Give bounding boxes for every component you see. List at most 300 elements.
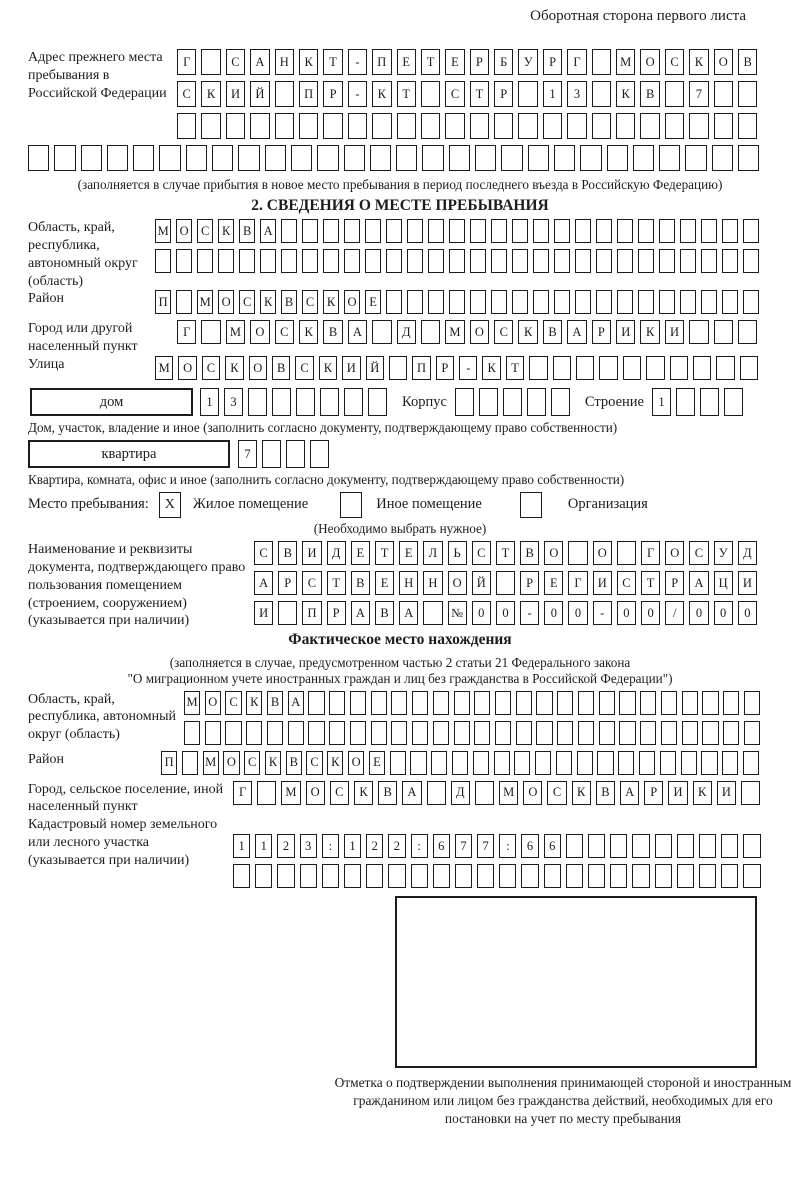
char-cell[interactable]: [617, 541, 636, 565]
char-cell[interactable]: Р: [278, 571, 297, 595]
char-cell[interactable]: В: [239, 219, 255, 243]
char-cell[interactable]: [365, 249, 381, 273]
char-cell[interactable]: И: [593, 571, 612, 595]
char-cell[interactable]: А: [620, 781, 639, 805]
char-cell[interactable]: 3: [224, 388, 243, 416]
char-cell[interactable]: [308, 721, 324, 745]
char-cell[interactable]: [470, 219, 486, 243]
char-cell[interactable]: А: [260, 219, 276, 243]
char-cell[interactable]: [54, 145, 75, 171]
char-cell[interactable]: 7: [238, 440, 257, 468]
char-cell[interactable]: Т: [506, 356, 524, 380]
char-cell[interactable]: [428, 219, 444, 243]
char-cell[interactable]: [182, 751, 198, 775]
char-cell[interactable]: [275, 113, 294, 139]
char-cell[interactable]: М: [197, 290, 213, 314]
char-cell[interactable]: [655, 834, 672, 858]
char-cell[interactable]: Р: [644, 781, 663, 805]
char-cell[interactable]: [702, 721, 718, 745]
char-cell[interactable]: [743, 834, 760, 858]
char-cell[interactable]: О: [250, 320, 269, 344]
char-cell[interactable]: [528, 145, 549, 171]
char-cell[interactable]: 2: [366, 834, 383, 858]
char-cell[interactable]: В: [286, 751, 302, 775]
char-cell[interactable]: 1: [233, 834, 250, 858]
char-cell[interactable]: [638, 290, 654, 314]
char-cell[interactable]: :: [499, 834, 516, 858]
char-cell[interactable]: Т: [641, 571, 660, 595]
char-cell[interactable]: [81, 145, 102, 171]
char-cell[interactable]: [433, 864, 450, 888]
char-cell[interactable]: К: [201, 81, 220, 107]
char-cell[interactable]: Т: [496, 541, 515, 565]
char-cell[interactable]: С: [689, 541, 708, 565]
char-cell[interactable]: 7: [477, 834, 494, 858]
char-cell[interactable]: [329, 721, 345, 745]
char-cell[interactable]: 3: [300, 834, 317, 858]
char-cell[interactable]: М: [281, 781, 300, 805]
char-cell[interactable]: 2: [277, 834, 294, 858]
char-cell[interactable]: -: [593, 601, 612, 625]
char-cell[interactable]: [257, 781, 276, 805]
char-cell[interactable]: [365, 219, 381, 243]
char-cell[interactable]: [665, 81, 684, 107]
char-cell[interactable]: К: [260, 290, 276, 314]
char-cell[interactable]: Г: [567, 49, 586, 75]
char-cell[interactable]: [201, 320, 220, 344]
char-cell[interactable]: [576, 356, 594, 380]
char-cell[interactable]: [676, 388, 695, 416]
char-cell[interactable]: А: [399, 601, 418, 625]
char-cell[interactable]: [454, 721, 470, 745]
char-cell[interactable]: [277, 864, 294, 888]
char-cell[interactable]: 7: [455, 834, 472, 858]
char-cell[interactable]: [186, 145, 207, 171]
char-cell[interactable]: Й: [472, 571, 491, 595]
char-cell[interactable]: О: [665, 541, 684, 565]
char-cell[interactable]: 0: [617, 601, 636, 625]
char-cell[interactable]: 7: [689, 81, 708, 107]
char-cell[interactable]: [701, 751, 717, 775]
char-cell[interactable]: [659, 290, 675, 314]
char-cell[interactable]: -: [520, 601, 539, 625]
char-cell[interactable]: [738, 113, 757, 139]
char-cell[interactable]: [323, 219, 339, 243]
char-cell[interactable]: [577, 751, 593, 775]
char-cell[interactable]: [428, 290, 444, 314]
char-cell[interactable]: [655, 864, 672, 888]
char-cell[interactable]: [470, 113, 489, 139]
char-cell[interactable]: Е: [375, 571, 394, 595]
char-cell[interactable]: [646, 356, 664, 380]
char-cell[interactable]: [197, 249, 213, 273]
char-cell[interactable]: В: [351, 571, 370, 595]
char-cell[interactable]: Р: [543, 49, 562, 75]
char-cell[interactable]: :: [322, 834, 339, 858]
char-cell[interactable]: [281, 249, 297, 273]
char-cell[interactable]: А: [351, 601, 370, 625]
char-cell[interactable]: [348, 113, 367, 139]
char-cell[interactable]: [724, 388, 743, 416]
char-cell[interactable]: Г: [568, 571, 587, 595]
char-cell[interactable]: С: [302, 571, 321, 595]
char-cell[interactable]: О: [593, 541, 612, 565]
char-cell[interactable]: [246, 721, 262, 745]
char-cell[interactable]: С: [547, 781, 566, 805]
char-cell[interactable]: 0: [738, 601, 757, 625]
char-cell[interactable]: М: [445, 320, 464, 344]
char-cell[interactable]: [702, 691, 718, 715]
char-cell[interactable]: [596, 219, 612, 243]
char-cell[interactable]: [275, 81, 294, 107]
char-cell[interactable]: [107, 145, 128, 171]
char-cell[interactable]: [701, 219, 717, 243]
char-cell[interactable]: [738, 320, 757, 344]
char-cell[interactable]: [535, 751, 551, 775]
char-cell[interactable]: [421, 320, 440, 344]
char-cell[interactable]: В: [278, 541, 297, 565]
char-cell[interactable]: П: [302, 601, 321, 625]
char-cell[interactable]: [372, 320, 391, 344]
char-cell[interactable]: [661, 691, 677, 715]
char-cell[interactable]: М: [499, 781, 518, 805]
char-cell[interactable]: [551, 388, 570, 416]
char-cell[interactable]: [741, 781, 760, 805]
char-cell[interactable]: [372, 113, 391, 139]
char-cell[interactable]: 2: [388, 834, 405, 858]
char-cell[interactable]: О: [448, 571, 467, 595]
char-cell[interactable]: М: [616, 49, 635, 75]
char-cell[interactable]: Д: [397, 320, 416, 344]
char-cell[interactable]: Й: [366, 356, 384, 380]
char-cell[interactable]: [659, 249, 675, 273]
char-cell[interactable]: [575, 249, 591, 273]
char-cell[interactable]: [623, 356, 641, 380]
char-cell[interactable]: М: [226, 320, 245, 344]
char-cell[interactable]: 3: [567, 81, 586, 107]
char-cell[interactable]: С: [494, 320, 513, 344]
checkbox-organization[interactable]: [520, 492, 542, 518]
char-cell[interactable]: Р: [436, 356, 454, 380]
char-cell[interactable]: Е: [369, 751, 385, 775]
char-cell[interactable]: 1: [200, 388, 219, 416]
char-cell[interactable]: [322, 864, 339, 888]
char-cell[interactable]: С: [665, 49, 684, 75]
char-cell[interactable]: [423, 601, 442, 625]
char-cell[interactable]: [670, 356, 688, 380]
char-cell[interactable]: О: [205, 691, 221, 715]
char-cell[interactable]: 6: [433, 834, 450, 858]
char-cell[interactable]: [495, 721, 511, 745]
char-cell[interactable]: Й: [250, 81, 269, 107]
char-cell[interactable]: [617, 249, 633, 273]
char-cell[interactable]: [449, 219, 465, 243]
char-cell[interactable]: [449, 290, 465, 314]
char-cell[interactable]: 6: [544, 834, 561, 858]
char-cell[interactable]: [743, 219, 759, 243]
char-cell[interactable]: [599, 691, 615, 715]
char-cell[interactable]: [433, 721, 449, 745]
char-cell[interactable]: [501, 145, 522, 171]
char-cell[interactable]: [299, 113, 318, 139]
char-cell[interactable]: [391, 691, 407, 715]
char-cell[interactable]: [632, 864, 649, 888]
char-cell[interactable]: [344, 864, 361, 888]
char-cell[interactable]: [267, 721, 283, 745]
char-cell[interactable]: Т: [421, 49, 440, 75]
char-cell[interactable]: С: [225, 691, 241, 715]
char-cell[interactable]: [410, 751, 426, 775]
char-cell[interactable]: [491, 219, 507, 243]
char-cell[interactable]: [323, 113, 342, 139]
char-cell[interactable]: [543, 113, 562, 139]
char-cell[interactable]: [411, 864, 428, 888]
char-cell[interactable]: [743, 249, 759, 273]
char-cell[interactable]: [431, 751, 447, 775]
char-cell[interactable]: [596, 290, 612, 314]
char-cell[interactable]: [389, 356, 407, 380]
char-cell[interactable]: [491, 290, 507, 314]
char-cell[interactable]: [473, 751, 489, 775]
char-cell[interactable]: П: [412, 356, 430, 380]
char-cell[interactable]: [503, 388, 522, 416]
char-cell[interactable]: О: [223, 751, 239, 775]
char-cell[interactable]: [388, 864, 405, 888]
char-cell[interactable]: О: [523, 781, 542, 805]
char-cell[interactable]: О: [178, 356, 196, 380]
char-cell[interactable]: [159, 145, 180, 171]
char-cell[interactable]: В: [267, 691, 283, 715]
char-cell[interactable]: [386, 249, 402, 273]
char-cell[interactable]: С: [295, 356, 313, 380]
char-cell[interactable]: 1: [344, 834, 361, 858]
char-cell[interactable]: [201, 49, 220, 75]
char-cell[interactable]: [617, 219, 633, 243]
char-cell[interactable]: [665, 113, 684, 139]
char-cell[interactable]: Е: [397, 49, 416, 75]
char-cell[interactable]: [721, 834, 738, 858]
char-cell[interactable]: [661, 721, 677, 745]
char-cell[interactable]: О: [470, 320, 489, 344]
char-cell[interactable]: С: [302, 290, 318, 314]
char-cell[interactable]: [722, 219, 738, 243]
char-cell[interactable]: К: [299, 320, 318, 344]
char-cell[interactable]: Г: [641, 541, 660, 565]
char-cell[interactable]: [553, 356, 571, 380]
char-cell[interactable]: П: [299, 81, 318, 107]
char-cell[interactable]: [682, 691, 698, 715]
char-cell[interactable]: [296, 388, 315, 416]
char-cell[interactable]: Р: [327, 601, 346, 625]
char-cell[interactable]: М: [203, 751, 219, 775]
char-cell[interactable]: [616, 113, 635, 139]
char-cell[interactable]: 1: [652, 388, 671, 416]
char-cell[interactable]: В: [640, 81, 659, 107]
char-cell[interactable]: 1: [255, 834, 272, 858]
char-cell[interactable]: [238, 145, 259, 171]
char-cell[interactable]: [677, 834, 694, 858]
char-cell[interactable]: Р: [470, 49, 489, 75]
char-cell[interactable]: [272, 388, 291, 416]
char-cell[interactable]: [452, 751, 468, 775]
char-cell[interactable]: [184, 721, 200, 745]
char-cell[interactable]: У: [518, 49, 537, 75]
char-cell[interactable]: [521, 864, 538, 888]
char-cell[interactable]: [449, 145, 470, 171]
char-cell[interactable]: Е: [399, 541, 418, 565]
char-cell[interactable]: С: [197, 219, 213, 243]
char-cell[interactable]: И: [668, 781, 687, 805]
char-cell[interactable]: К: [482, 356, 500, 380]
char-cell[interactable]: Д: [451, 781, 470, 805]
char-cell[interactable]: С: [472, 541, 491, 565]
char-cell[interactable]: У: [714, 541, 733, 565]
char-cell[interactable]: П: [155, 290, 171, 314]
char-cell[interactable]: Н: [275, 49, 294, 75]
char-cell[interactable]: Т: [323, 49, 342, 75]
char-cell[interactable]: Г: [233, 781, 252, 805]
char-cell[interactable]: [350, 691, 366, 715]
char-cell[interactable]: -: [348, 49, 367, 75]
char-cell[interactable]: В: [596, 781, 615, 805]
char-cell[interactable]: К: [319, 356, 337, 380]
char-cell[interactable]: [740, 356, 758, 380]
char-cell[interactable]: А: [250, 49, 269, 75]
char-cell[interactable]: 0: [714, 601, 733, 625]
char-cell[interactable]: Е: [351, 541, 370, 565]
char-cell[interactable]: В: [272, 356, 290, 380]
char-cell[interactable]: [260, 249, 276, 273]
char-cell[interactable]: [544, 864, 561, 888]
char-cell[interactable]: С: [239, 290, 255, 314]
char-cell[interactable]: [566, 834, 583, 858]
char-cell[interactable]: [278, 601, 297, 625]
char-cell[interactable]: [512, 290, 528, 314]
char-cell[interactable]: [639, 751, 655, 775]
char-cell[interactable]: [617, 290, 633, 314]
char-cell[interactable]: К: [518, 320, 537, 344]
char-cell[interactable]: К: [265, 751, 281, 775]
char-cell[interactable]: [680, 249, 696, 273]
char-cell[interactable]: Р: [323, 81, 342, 107]
char-cell[interactable]: К: [323, 290, 339, 314]
char-cell[interactable]: Т: [470, 81, 489, 107]
char-cell[interactable]: [455, 388, 474, 416]
char-cell[interactable]: [554, 219, 570, 243]
char-cell[interactable]: [633, 145, 654, 171]
char-cell[interactable]: [491, 249, 507, 273]
char-cell[interactable]: [578, 691, 594, 715]
char-cell[interactable]: Р: [665, 571, 684, 595]
char-cell[interactable]: [366, 864, 383, 888]
char-cell[interactable]: А: [567, 320, 586, 344]
char-cell[interactable]: [225, 721, 241, 745]
char-cell[interactable]: [155, 249, 171, 273]
char-cell[interactable]: [248, 388, 267, 416]
char-cell[interactable]: [302, 219, 318, 243]
char-cell[interactable]: [371, 721, 387, 745]
char-cell[interactable]: [638, 219, 654, 243]
char-cell[interactable]: Д: [327, 541, 346, 565]
char-cell[interactable]: [592, 81, 611, 107]
char-cell[interactable]: [699, 864, 716, 888]
char-cell[interactable]: [344, 145, 365, 171]
char-cell[interactable]: И: [342, 356, 360, 380]
char-cell[interactable]: [554, 249, 570, 273]
char-cell[interactable]: [685, 145, 706, 171]
char-cell[interactable]: К: [299, 49, 318, 75]
char-cell[interactable]: В: [375, 601, 394, 625]
char-cell[interactable]: [714, 320, 733, 344]
char-cell[interactable]: [599, 356, 617, 380]
char-cell[interactable]: [255, 864, 272, 888]
char-cell[interactable]: [533, 219, 549, 243]
char-cell[interactable]: [329, 691, 345, 715]
char-cell[interactable]: [421, 81, 440, 107]
char-cell[interactable]: [659, 145, 680, 171]
char-cell[interactable]: [323, 249, 339, 273]
char-cell[interactable]: [723, 691, 739, 715]
char-cell[interactable]: И: [665, 320, 684, 344]
char-cell[interactable]: [496, 571, 515, 595]
char-cell[interactable]: [618, 751, 634, 775]
char-cell[interactable]: Е: [544, 571, 563, 595]
char-cell[interactable]: [743, 864, 760, 888]
char-cell[interactable]: [536, 721, 552, 745]
char-cell[interactable]: [568, 541, 587, 565]
char-cell[interactable]: [701, 290, 717, 314]
char-cell[interactable]: В: [378, 781, 397, 805]
char-cell[interactable]: В: [520, 541, 539, 565]
char-cell[interactable]: [421, 113, 440, 139]
char-cell[interactable]: [281, 219, 297, 243]
char-cell[interactable]: [744, 691, 760, 715]
char-cell[interactable]: [554, 145, 575, 171]
char-cell[interactable]: Е: [445, 49, 464, 75]
char-cell[interactable]: [218, 249, 234, 273]
char-cell[interactable]: К: [246, 691, 262, 715]
char-cell[interactable]: :: [411, 834, 428, 858]
char-cell[interactable]: [588, 834, 605, 858]
char-cell[interactable]: [28, 145, 49, 171]
char-cell[interactable]: [512, 219, 528, 243]
char-cell[interactable]: А: [254, 571, 273, 595]
checkbox-residential[interactable]: X: [159, 492, 181, 518]
char-cell[interactable]: [677, 864, 694, 888]
char-cell[interactable]: И: [302, 541, 321, 565]
char-cell[interactable]: М: [155, 219, 171, 243]
char-cell[interactable]: [386, 219, 402, 243]
char-cell[interactable]: И: [226, 81, 245, 107]
char-cell[interactable]: Т: [397, 81, 416, 107]
char-cell[interactable]: [407, 219, 423, 243]
char-cell[interactable]: Р: [520, 571, 539, 595]
char-cell[interactable]: Ь: [448, 541, 467, 565]
char-cell[interactable]: [596, 249, 612, 273]
char-cell[interactable]: [700, 388, 719, 416]
char-cell[interactable]: [288, 721, 304, 745]
char-cell[interactable]: №: [448, 601, 467, 625]
char-cell[interactable]: [597, 751, 613, 775]
char-cell[interactable]: [607, 145, 628, 171]
char-cell[interactable]: А: [402, 781, 421, 805]
char-cell[interactable]: [693, 356, 711, 380]
char-cell[interactable]: [536, 691, 552, 715]
char-cell[interactable]: К: [693, 781, 712, 805]
char-cell[interactable]: [495, 691, 511, 715]
char-cell[interactable]: [722, 249, 738, 273]
char-cell[interactable]: [494, 113, 513, 139]
